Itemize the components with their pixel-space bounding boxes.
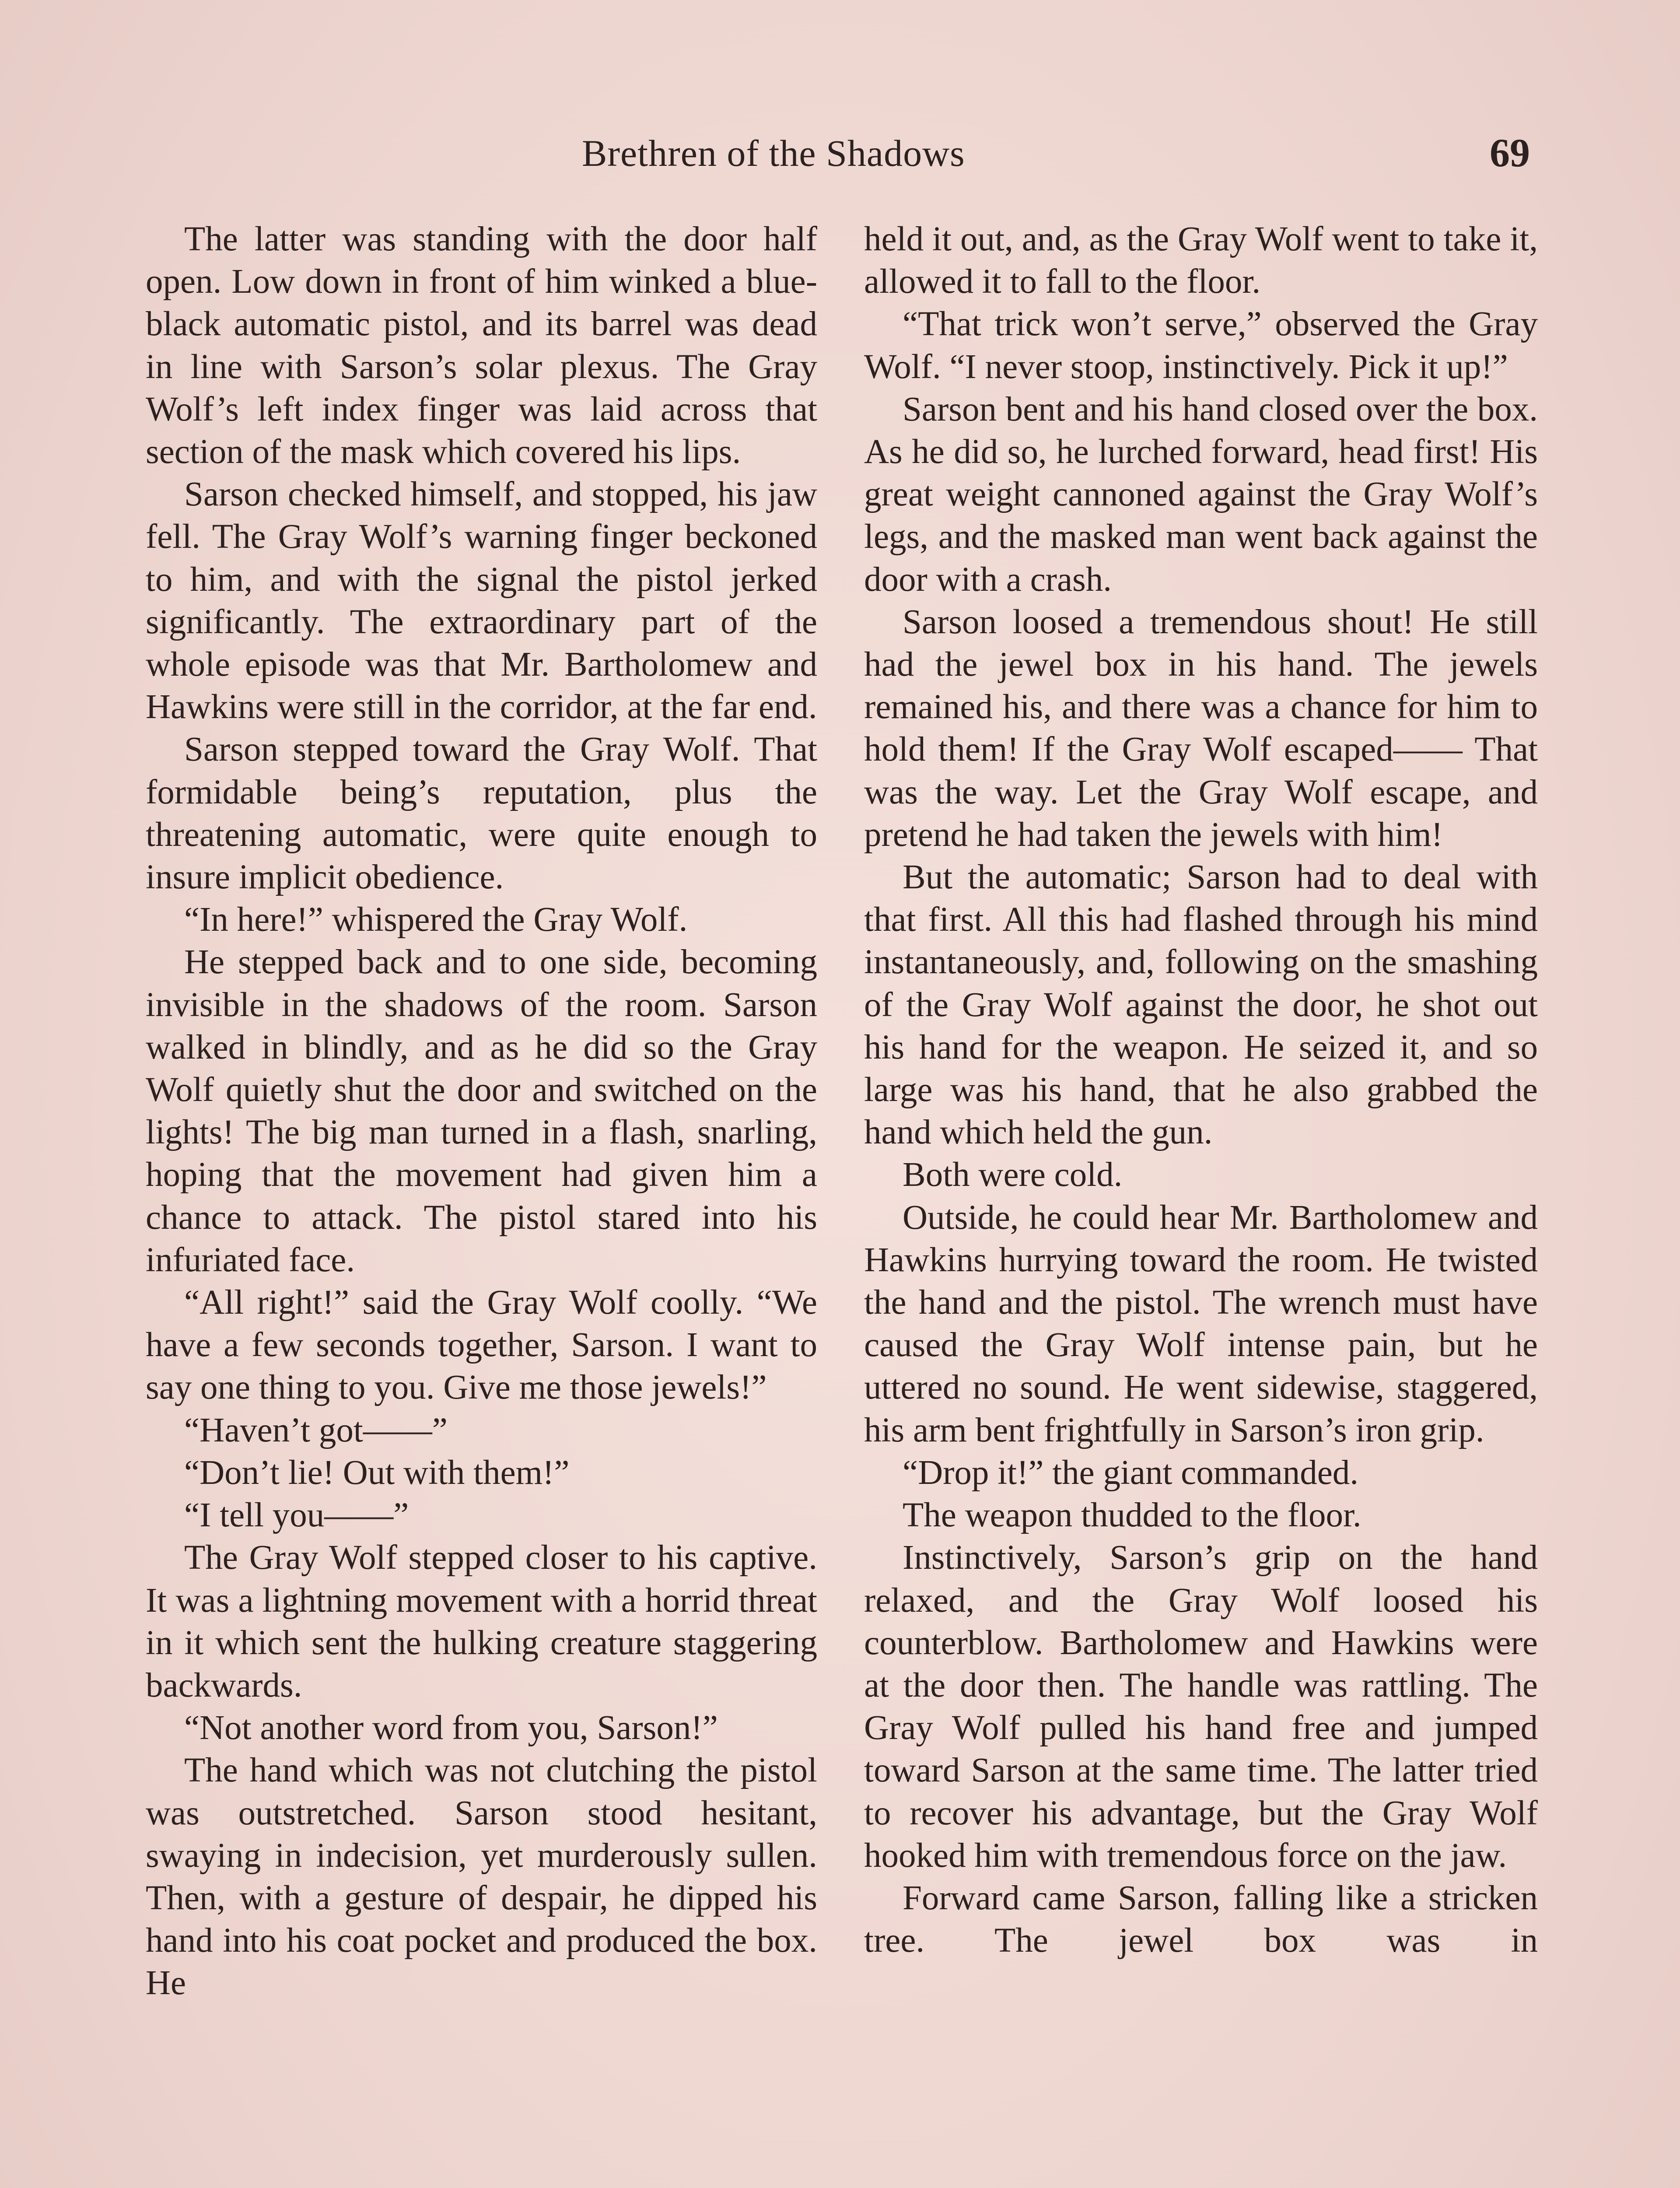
- right-text-column: [864, 218, 1538, 1962]
- paragraph: Sarson checked himself, and stopped, his jaw fell. The Gray Wolf’s warning finger beckoned to him, and with the signal the pistol jerked significantly. The extraordinary part of the whole episode was that Mr. Bartholomew and Hawkins were still in the corridor, at the far end.: [146, 475, 817, 726]
- paragraph-continued: held it out, and, as the Gray Wolf went to take it, allowed it to fall to the floor.: [864, 220, 1538, 301]
- paragraph: “All right!” said the Gray Wolf coolly. “We have a few seconds together, Sarson. I want to say one thing to you. Give me those jewels!”: [146, 1283, 817, 1407]
- paragraph: The latter was standing with the door half open. Low down in front of him winked a blue-black automatic pistol, and its barrel was dead in line with Sarson’s solar plexus. The Gray Wolf’s left index finger was laid across that section of the mask which covered his lips.: [146, 220, 817, 471]
- page-number: 69: [1490, 130, 1530, 175]
- running-title: Brethren of the Shadows: [582, 132, 965, 174]
- paragraph: “Drop it!” the giant commanded.: [903, 1453, 1359, 1492]
- paragraph: Sarson loosed a tremendous shout! He still had the jewel box in his hand. The jewels remained his, and there was a chance for him to hold them! If the Gray Wolf escaped—— That was the way. Let the Gray Wolf escape, and pretend he had taken the jewels with him!: [864, 603, 1538, 854]
- paragraph: “That trick won’t serve,” observed the Gray Wolf. “I never stoop, instinctively. Pick it up!”: [864, 305, 1538, 386]
- left-text-column: [146, 218, 817, 2005]
- paragraph: He stepped back and to one side, becoming invisible in the shadows of the room. Sarson walked in blindly, and as he did so the Gray Wolf quietly shut the door and switched on the lights! The big man turned in a flash, snarling, hoping that the movement had given him a chance to attack. The pistol stared into his infuriated face.: [146, 943, 817, 1279]
- paragraph: The weapon thudded to the floor.: [903, 1496, 1362, 1535]
- paragraph: “I tell you——”: [184, 1496, 409, 1535]
- paragraph: Forward came Sarson, falling like a stricken tree. The jewel box was in: [864, 1879, 1538, 1960]
- paragraph: The Gray Wolf stepped closer to his captive. It was a lightning movement with a horrid threat in it which sent the hulking creature staggering backwards.: [146, 1539, 817, 1704]
- paragraph: The hand which was not clutching the pistol was outstretched. Sarson stood hesitant, swaying in indecision, yet murderously sullen. Then, with a gesture of despair, he dipped his hand into his coat pocket and produced the box. He: [146, 1751, 817, 2002]
- paragraph: “In here!” whispered the Gray Wolf.: [184, 901, 688, 939]
- paragraph: “Haven’t got——”: [184, 1411, 448, 1449]
- paragraph: Sarson stepped toward the Gray Wolf. That formidable being’s reputation, plus the threatening automatic, were quite enough to insure implicit obedience.: [146, 730, 817, 897]
- paragraph: “Don’t lie! Out with them!”: [184, 1453, 570, 1492]
- paragraph: Instinctively, Sarson’s grip on the hand relaxed, and the Gray Wolf loosed his counterblow. Bartholomew and Hawkins were at the door then. The handle was rattling. The Gray Wolf pulled his hand free and jumped toward Sarson at the same time. The latter tried to recover his advantage, but the Gray Wolf hooked him with tremendous force on the jaw.: [864, 1539, 1538, 1875]
- paragraph: But the automatic; Sarson had to deal with that first. All this had flashed through his mind instantaneously, and, following on the smashing of the Gray Wolf against the door, he shot out his hand for the weapon. He seized it, and so large was his hand, that he also grabbed the hand which held the gun.: [864, 858, 1538, 1152]
- paragraph: “Not another word from you, Sarson!”: [184, 1709, 718, 1747]
- paragraph: Outside, he could hear Mr. Bartholomew and Hawkins hurrying toward the room. He twisted the hand and the pistol. The wrench must have caused the Gray Wolf intense pain, but he uttered no sound. He went sidewise, staggered, his arm bent frightfully in Sarson’s iron grip.: [864, 1198, 1538, 1449]
- paragraph: Both were cold.: [903, 1156, 1123, 1194]
- paragraph: Sarson bent and his hand closed over the box. As he did so, he lurched forward, head first! His great weight cannoned against the Gray Wolf’s legs, and the masked man went back against the door with a crash.: [864, 390, 1538, 599]
